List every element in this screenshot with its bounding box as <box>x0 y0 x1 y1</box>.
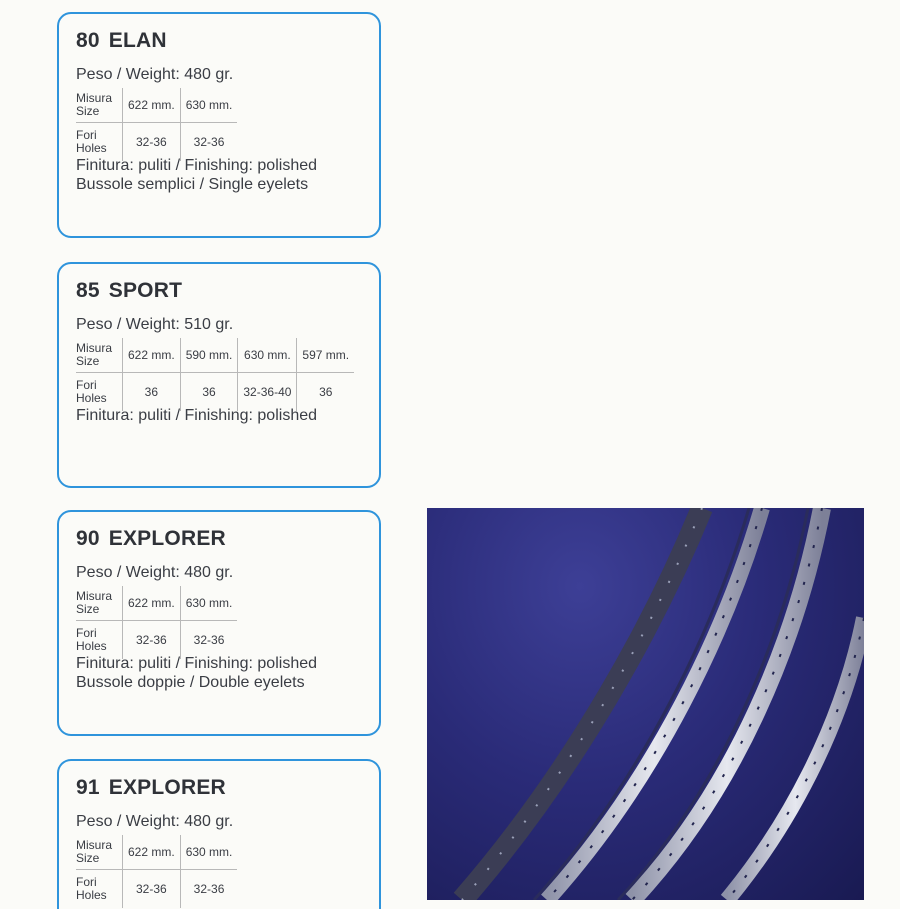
holes-value: 32-36 <box>193 135 225 149</box>
size-row <box>76 835 237 870</box>
holes-label: Fori Holes <box>76 621 123 660</box>
holes-value: 32-36-40 <box>238 373 297 412</box>
product-title <box>76 776 226 800</box>
product-weight: Peso / Weight: 480 gr. <box>76 66 234 83</box>
product-card-91-explorer <box>57 759 381 909</box>
specs-table <box>76 338 354 411</box>
eyelets-line: Bussole doppie / Double eyelets <box>76 674 305 691</box>
size-row <box>76 88 237 123</box>
finish-line: Finitura: puliti / Finishing: polished <box>76 407 318 424</box>
size-label: Misura Size <box>76 586 123 621</box>
rims-photo <box>427 508 864 900</box>
product-name: EXPLORER <box>108 527 226 550</box>
size-value: 590 mm. <box>180 338 238 373</box>
holes-value: 36 <box>180 373 238 412</box>
product-number: 91 <box>76 776 100 799</box>
holes-value: 32-36 <box>123 870 181 909</box>
size-label: Misura Size <box>76 835 123 870</box>
holes-value: 32-36 <box>193 882 225 896</box>
product-name: EXPLORER <box>108 776 226 799</box>
size-label: Misura Size <box>76 338 123 373</box>
product-number: 85 <box>76 279 100 302</box>
size-value: 622 mm. <box>123 338 181 373</box>
size-value: 630 mm. <box>180 586 237 621</box>
size-value: 622 mm. <box>123 586 181 621</box>
product-name: ELAN <box>108 29 167 52</box>
specs-table <box>76 88 237 161</box>
size-value: 622 mm. <box>123 835 181 870</box>
holes-label: Fori Holes <box>76 870 123 909</box>
holes-value: 36 <box>319 385 333 399</box>
size-value: 630 mm. <box>180 835 237 870</box>
product-weight: Peso / Weight: 510 gr. <box>76 316 234 333</box>
product-number: 80 <box>76 29 100 52</box>
size-row <box>76 338 354 373</box>
size-row <box>76 586 237 621</box>
holes-value: 36 <box>123 373 181 412</box>
size-value: 622 mm. <box>123 88 181 123</box>
holes-row <box>76 870 237 909</box>
size-value: 630 mm. <box>238 338 297 373</box>
product-title <box>76 279 182 303</box>
finish-line: Finitura: puliti / Finishing: polished <box>76 655 318 672</box>
rim-4 <box>727 618 864 900</box>
product-card-80-elan <box>57 12 381 238</box>
holes-label: Fori Holes <box>76 123 123 162</box>
product-card-90-explorer <box>57 510 381 736</box>
product-title <box>76 29 167 53</box>
eyelets-line: Bussole semplici / Single eyelets <box>76 176 309 193</box>
product-weight: Peso / Weight: 480 gr. <box>76 813 234 830</box>
size-value: 630 mm. <box>180 88 237 123</box>
size-value: 597 mm. <box>297 338 354 373</box>
finish-line: Finitura: puliti / Finishing: polished <box>76 157 318 174</box>
specs-table <box>76 835 237 908</box>
size-label: Misura Size <box>76 88 123 123</box>
product-weight: Peso / Weight: 480 gr. <box>76 564 234 581</box>
product-card-85-sport <box>57 262 381 488</box>
holes-value: 32-36 <box>123 123 181 162</box>
product-number: 90 <box>76 527 100 550</box>
holes-value: 32-36 <box>123 621 181 660</box>
product-name: SPORT <box>108 279 183 302</box>
holes-value: 32-36 <box>193 633 225 647</box>
holes-label: Fori Holes <box>76 373 123 412</box>
rims-illustration <box>427 508 864 900</box>
product-title <box>76 527 226 551</box>
specs-table <box>76 586 237 659</box>
